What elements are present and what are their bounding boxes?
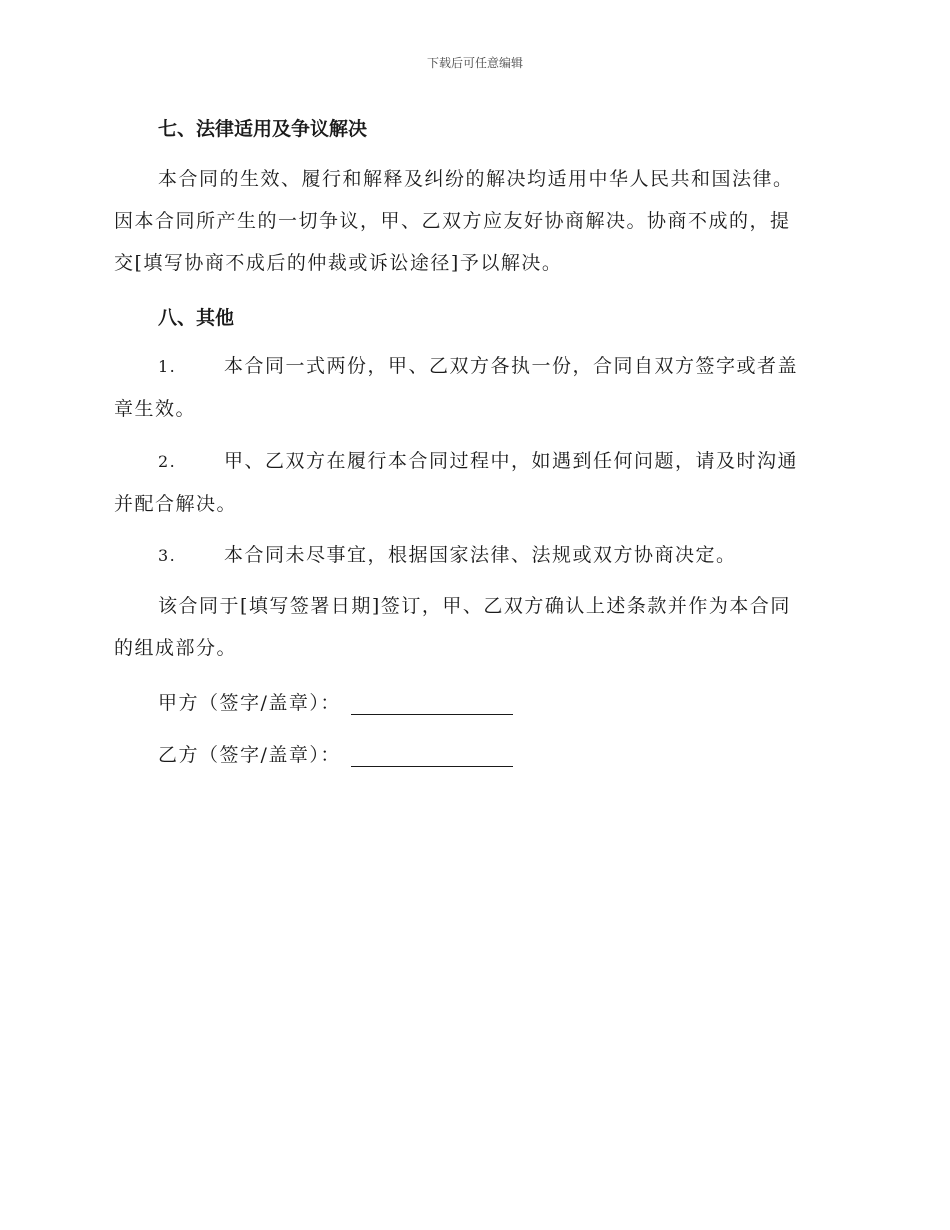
section-7-paragraph xyxy=(114,158,834,284)
section-8-heading: 八、其他 xyxy=(158,307,235,329)
list-item xyxy=(114,440,834,525)
party-a-label: 甲方（签字/盖章）： xyxy=(158,692,341,714)
item-text: 本合同一式两份，甲、乙双方各执一份，合同自双方签字或者盖 xyxy=(224,355,799,377)
item-number: 3. xyxy=(158,546,177,565)
section-7-heading: 七、法律适用及争议解决 xyxy=(158,118,368,140)
party-a-signature-line[interactable] xyxy=(351,692,513,715)
party-b-label: 乙方（签字/盖章）： xyxy=(158,744,341,766)
item-text: 甲、乙双方在履行本合同过程中，如遇到任何问题，请及时沟通 xyxy=(224,450,799,472)
item-number: 1. xyxy=(158,357,177,376)
item-text-continued: 章生效。 xyxy=(114,398,197,420)
paragraph-line: 本合同的生效、履行和解释及纠纷的解决均适用中华人民共和国法律。 xyxy=(158,168,794,190)
party-b-signature xyxy=(158,740,513,767)
party-b-signature-line[interactable] xyxy=(351,744,513,767)
item-text-continued: 并配合解决。 xyxy=(114,493,238,515)
closing-paragraph xyxy=(114,585,834,669)
page-header-note: 下载后可任意编辑 xyxy=(426,56,523,70)
item-number: 2. xyxy=(158,452,177,471)
list-item xyxy=(114,345,834,430)
paragraph-line: 的组成部分。 xyxy=(114,637,238,659)
party-a-signature xyxy=(158,688,513,715)
paragraph-line: 因本合同所产生的一切争议，甲、乙双方应友好协商解决。协商不成的，提 xyxy=(114,210,791,232)
list-item xyxy=(114,534,834,577)
paragraph-line: 交[填写协商不成后的仲裁或诉讼途径]予以解决。 xyxy=(114,252,563,274)
item-text: 本合同未尽事宜，根据国家法律、法规或双方协商决定。 xyxy=(224,544,737,566)
paragraph-line: 该合同于[填写签署日期]签订，甲、乙双方确认上述条款并作为本合同 xyxy=(158,595,791,617)
